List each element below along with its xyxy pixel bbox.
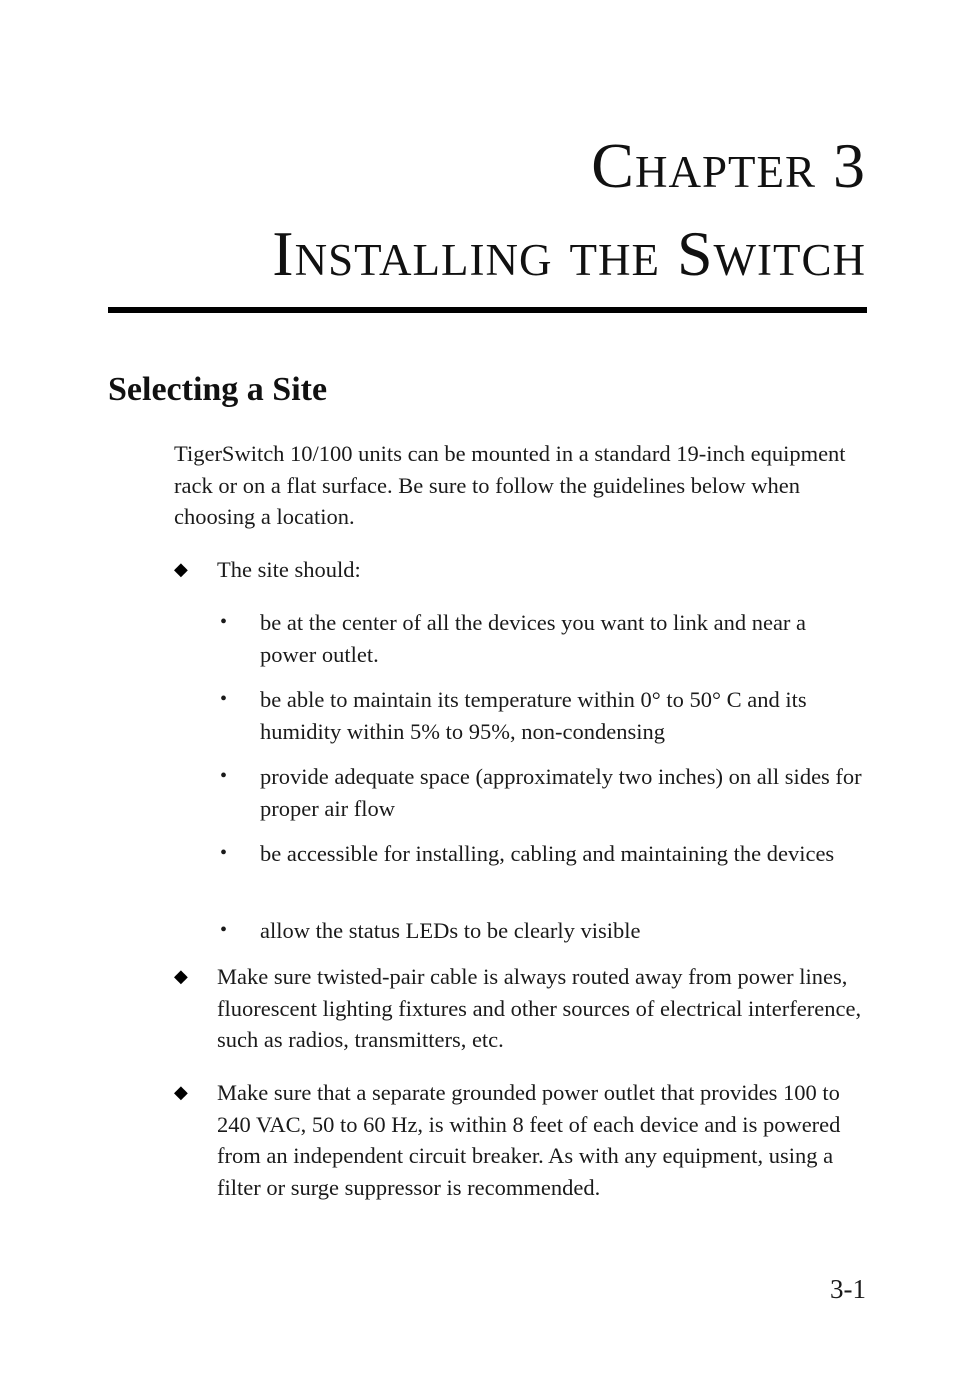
sub-bullet-item [220,761,866,824]
sub-bullet-text: be able to maintain its temperature within 0° to 50° C and its humidity within 5% to 95%, non-condensing [260,687,807,744]
chapter-name: Installing the Switch [272,218,866,289]
title-rule [108,307,867,313]
chapter-number: Chapter 3 [591,130,866,201]
sub-bullet-text: be at the center of all the devices you want to link and near a power outlet. [260,610,807,667]
dot-bullet-icon: • [220,611,228,633]
bullet-item [174,961,866,1056]
bullet-item [174,1077,866,1203]
sub-bullet-item [220,684,866,747]
sub-bullet-item [220,607,866,670]
chapter-title [272,122,866,298]
page-number: 3-1 [830,1274,866,1304]
diamond-bullet-icon: ◆ [174,966,188,986]
dot-bullet-icon: • [220,842,228,864]
intro-paragraph: TigerSwitch 10/100 units can be mounted in a standard 19-inch equipment rack or on a flat surface. Be sure to follow the guidelines below when choosing a location. [174,441,846,529]
bullet-text: The site should: [217,557,361,582]
sub-bullet-item [220,838,866,870]
diamond-bullet-icon: ◆ [174,559,188,579]
bullet-text: Make sure twisted-pair cable is always routed away from power lines, fluorescent lighting fixtures and other sources of electrical interference, such as radios, transmitters, etc. [217,964,862,1052]
sub-bullet-text: provide adequate space (approximately two inches) on all sides for proper air flow [260,764,862,821]
sub-bullet-text: be accessible for installing, cabling and maintaining the devices [260,841,835,866]
bullet-item [174,554,866,586]
sub-bullet-item [220,915,866,947]
dot-bullet-icon: • [220,688,228,710]
sub-bullet-text: allow the status LEDs to be clearly visible [260,918,641,943]
dot-bullet-icon: • [220,765,228,787]
section-heading: Selecting a Site [108,371,328,408]
diamond-bullet-icon: ◆ [174,1082,188,1102]
dot-bullet-icon: • [220,919,228,941]
bullet-text: Make sure that a separate grounded power outlet that provides 100 to 240 VAC, 50 to 60 Hz, is within 8 feet of each device and is powered from an independent circuit breaker. As with any equipment, using a filter or surge suppressor is recommended. [217,1080,841,1200]
